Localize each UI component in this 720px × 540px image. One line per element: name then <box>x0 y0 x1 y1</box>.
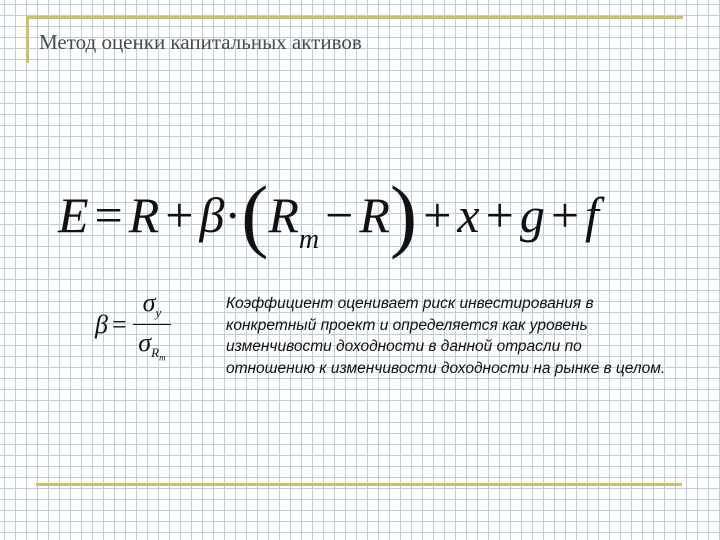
formula-eq: = <box>94 187 123 243</box>
bottom-divider <box>36 483 682 486</box>
formula-plus2: + <box>423 187 452 243</box>
formula-rm: R <box>268 187 299 243</box>
formula-plus: + <box>165 187 194 243</box>
denominator-sigma: σ <box>138 328 152 358</box>
formula-r: R <box>128 187 160 243</box>
denominator-subsubscript: m <box>159 352 166 363</box>
formula-m-subscript: m <box>298 224 320 255</box>
formula-minus: − <box>325 187 354 243</box>
formula-g: g <box>519 187 545 243</box>
slide-title: Метод оценки капитальных активов <box>39 30 362 54</box>
formula-beta: β <box>199 187 225 243</box>
formula-dot: · <box>224 187 242 243</box>
beta-numerator <box>133 288 172 325</box>
formula-x: x <box>457 187 480 243</box>
denominator-subscript: R <box>151 345 160 361</box>
formula-f: f <box>585 187 599 243</box>
formula-e: E <box>58 187 89 243</box>
formula-lparen: ( <box>241 169 269 260</box>
beta-eq: = <box>111 310 127 340</box>
beta-formula <box>95 288 171 363</box>
formula-plus3: + <box>485 187 514 243</box>
formula-rparen: ) <box>389 169 418 260</box>
beta-fraction <box>133 288 172 363</box>
numerator-subscript: y <box>155 305 162 321</box>
formula-plus4: + <box>550 187 580 243</box>
beta-symbol: β <box>95 310 108 340</box>
formula-r2: R <box>359 187 390 243</box>
capm-formula <box>58 168 599 262</box>
beta-description: Коэффициент оценивает риск инвестирования в конкретный проект и определяется как уровень изменчивости доходности в данной отрасли по отношению к изменчивости доходности на рынке в целом. <box>226 295 666 377</box>
numerator-sigma: σ <box>142 288 156 317</box>
beta-denominator <box>138 325 165 363</box>
